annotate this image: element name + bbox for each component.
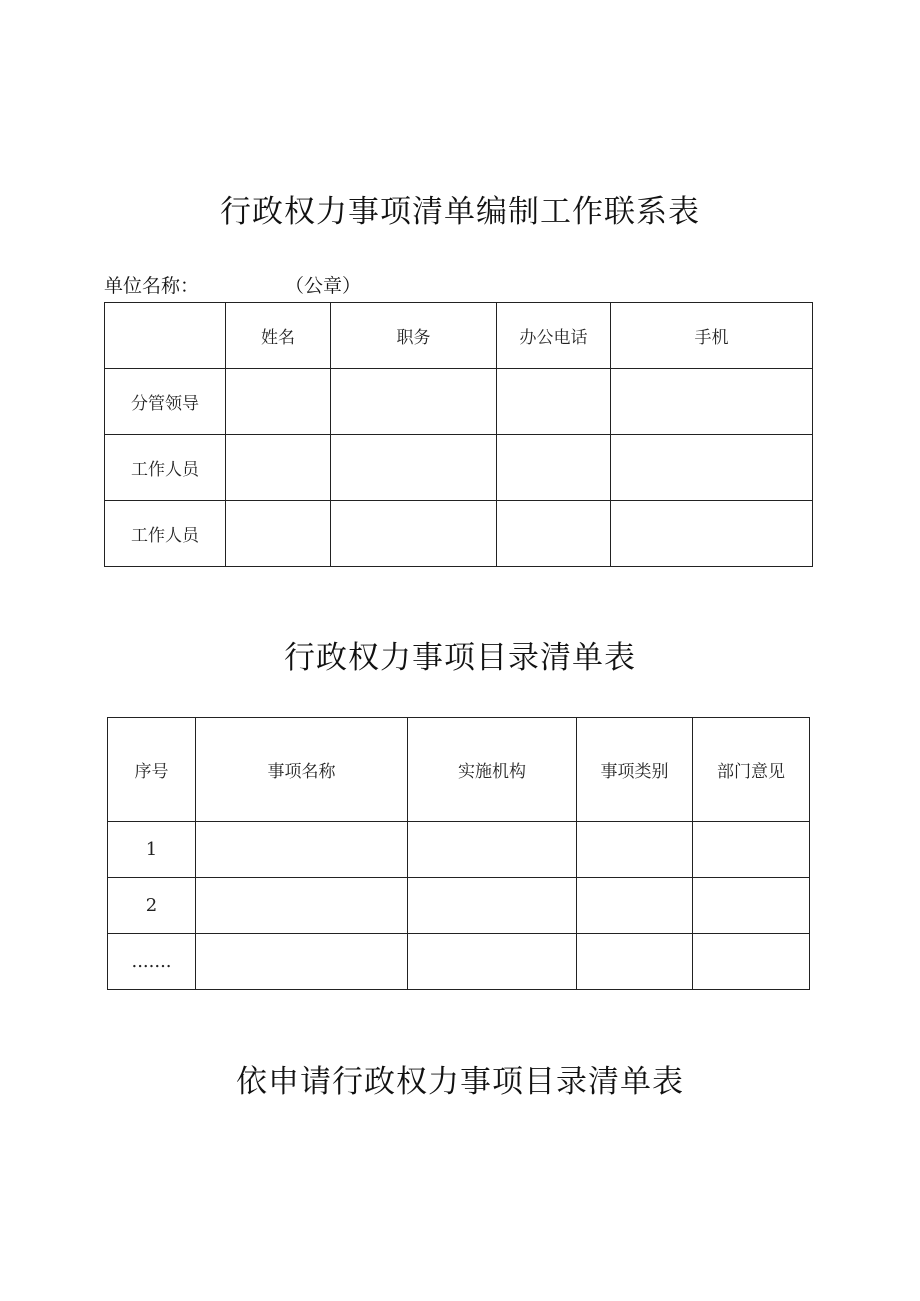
contact-name-cell[interactable] (226, 369, 331, 435)
item-category-cell[interactable] (577, 822, 693, 878)
item-category-cell[interactable] (577, 878, 693, 934)
contact-mobile-cell[interactable] (611, 435, 813, 501)
item-index-cell: 2 (108, 878, 196, 934)
item-row (108, 878, 810, 934)
item-agency-cell[interactable] (408, 934, 577, 990)
item-list-table (107, 717, 810, 990)
header-cell-office-phone: 办公电话 (497, 303, 611, 369)
header-cell-position: 职务 (331, 303, 497, 369)
header-cell-blank (105, 303, 226, 369)
item-opinion-cell[interactable] (693, 934, 810, 990)
contact-row (105, 435, 813, 501)
application-list-title: 依申请行政权力事项目录清单表 (236, 1064, 684, 1100)
item-name-cell[interactable] (196, 878, 408, 934)
header-cell-name: 姓名 (226, 303, 331, 369)
item-opinion-cell[interactable] (693, 822, 810, 878)
contact-row (105, 369, 813, 435)
contact-mobile-cell[interactable] (611, 369, 813, 435)
contact-position-cell[interactable] (331, 435, 497, 501)
contact-row (105, 501, 813, 567)
item-list-title: 行政权力事项目录清单表 (284, 640, 636, 676)
item-agency-cell[interactable] (408, 878, 577, 934)
item-opinion-cell[interactable] (693, 878, 810, 934)
item-name-cell[interactable] (196, 822, 408, 878)
contact-role-cell: 分管领导 (105, 369, 226, 435)
item-row (108, 822, 810, 878)
contact-position-cell[interactable] (331, 369, 497, 435)
header-cell-department-opinion: 部门意见 (693, 718, 810, 822)
header-cell-item-category: 事项类别 (577, 718, 693, 822)
contact-header-row (105, 303, 813, 369)
header-cell-mobile: 手机 (611, 303, 813, 369)
contact-role-cell: 工作人员 (105, 435, 226, 501)
item-index-cell: ....... (108, 934, 196, 990)
item-index-cell: 1 (108, 822, 196, 878)
header-cell-item-name: 事项名称 (196, 718, 408, 822)
contact-position-cell[interactable] (331, 501, 497, 567)
item-name-cell[interactable] (196, 934, 408, 990)
contact-office-phone-cell[interactable] (497, 369, 611, 435)
contact-office-phone-cell[interactable] (497, 501, 611, 567)
header-cell-agency: 实施机构 (408, 718, 577, 822)
item-agency-cell[interactable] (408, 822, 577, 878)
unit-name-line (104, 272, 361, 300)
contact-form-title: 行政权力事项清单编制工作联系表 (220, 194, 700, 230)
contact-table (104, 302, 813, 567)
contact-mobile-cell[interactable] (611, 501, 813, 567)
header-cell-index: 序号 (108, 718, 196, 822)
seal-label: （公章） (285, 275, 362, 297)
contact-name-cell[interactable] (226, 501, 331, 567)
item-category-cell[interactable] (577, 934, 693, 990)
contact-name-cell[interactable] (226, 435, 331, 501)
item-row (108, 934, 810, 990)
item-list-header-row (108, 718, 810, 822)
contact-role-cell: 工作人员 (105, 501, 226, 567)
unit-name-label: 单位名称： (104, 275, 200, 297)
contact-office-phone-cell[interactable] (497, 435, 611, 501)
